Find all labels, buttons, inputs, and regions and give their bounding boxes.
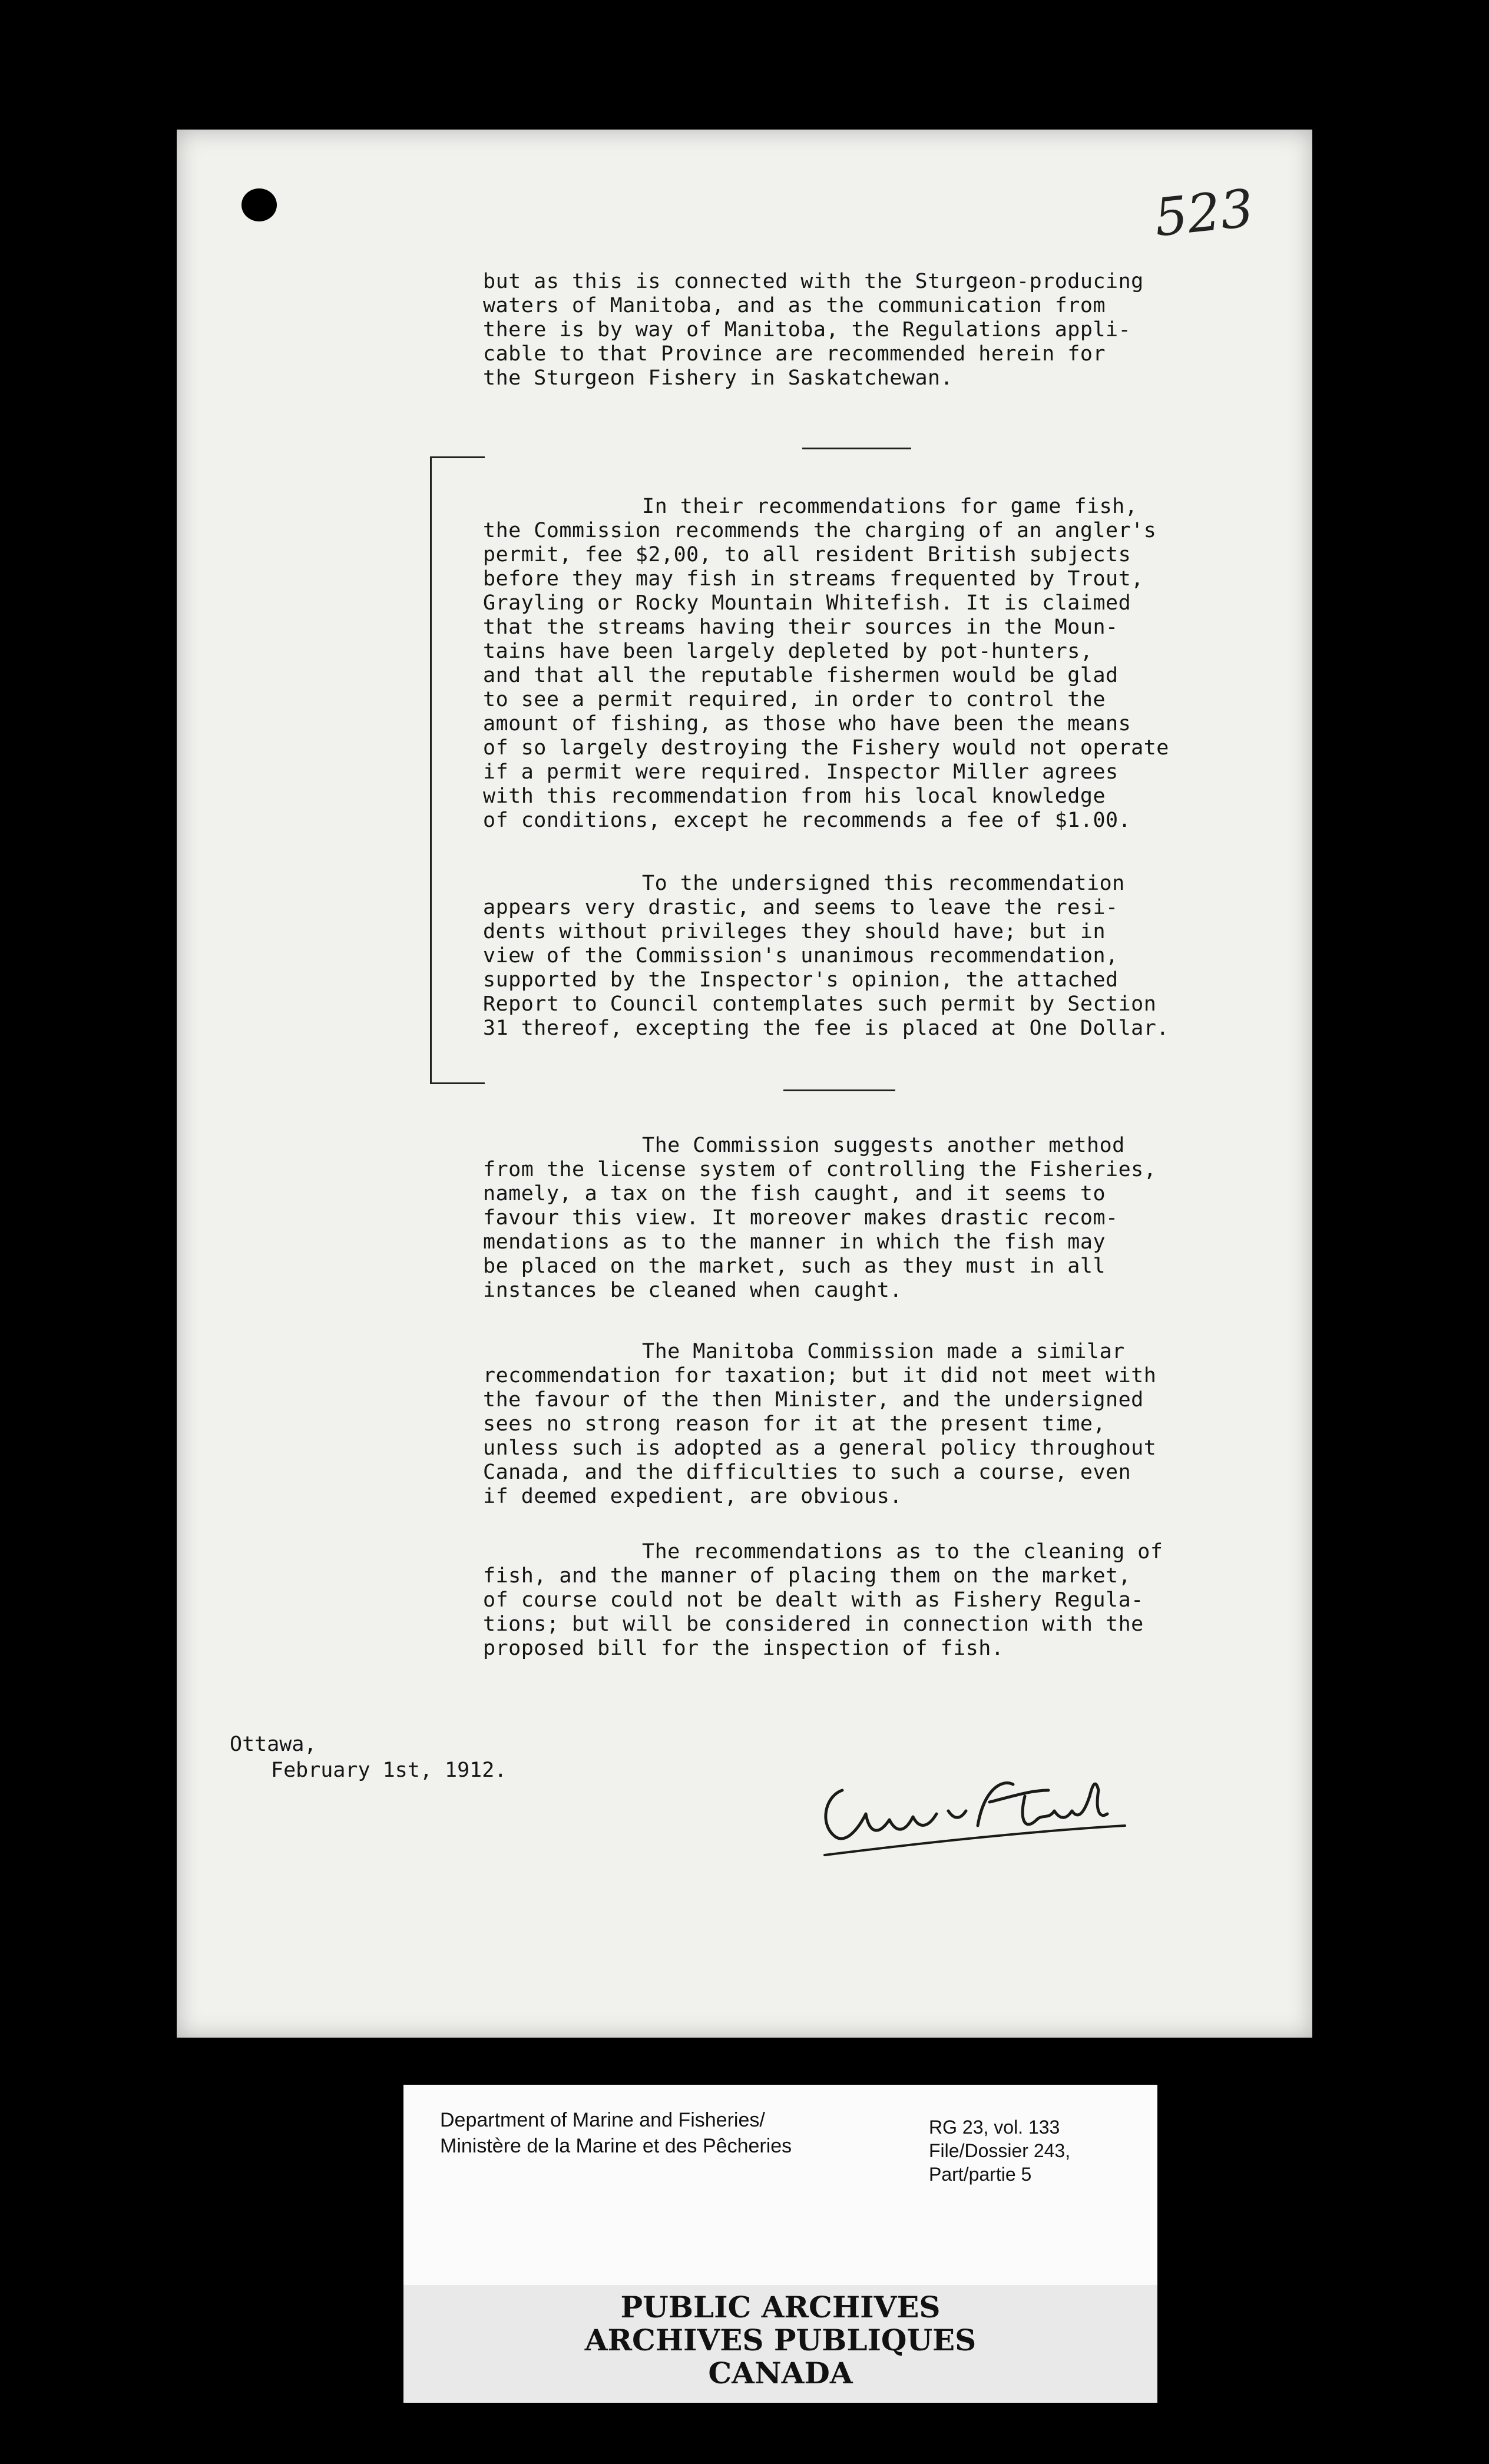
tax-paragraph: The Commission suggests another method from the license system of controlling the Fisheries, namely, a tax on the fish caught, and it seems to favour this view. It moreover makes drastic recom- mendations as to the manner in which the fish may be placed on the market, such as they must in all instances be cleaned when caught. [483, 1134, 1157, 1302]
section-divider [802, 448, 911, 449]
punch-hole [241, 188, 277, 221]
cleaning-paragraph: The recommendations as to the cleaning of fish, and the manner of placing them on the market, of course could not be dealt with as Fishery Regula- tions; but will be considered in connection with the proposed bill for the inspection of fish. [483, 1540, 1163, 1660]
date: February 1st, 1912. [271, 1758, 507, 1782]
archive-reference-label [403, 2085, 1157, 2285]
game-fish-paragraph: In their recommendations for game fish, the Commission recommends the charging of an angler's permit, fee $2,00, to all resident British subjects before they may fish in streams frequented by Trout, Grayling or Rocky Mountain Whitefish. It is claimed that the streams having their sources in the Moun- tains have been largely depleted by pot-hunters, and that all the reputable fishermen would be glad to see a permit required, in order to control the amount of fishing, as those who have been the means of so largely destroying the Fishery would not operate if a permit were required. Inspector Miller agrees with this recommendation from his local knowledge of conditions, except he recommends a fee of $1.00. [483, 495, 1169, 832]
intro-paragraph: but as this is connected with the Sturgeon-producing waters of Manitoba, and as the communication from there is by way of Manitoba, the Regulations appli- cable to that Province are recommended herein for the Sturgeon Fishery in Saskatchewan. [483, 270, 1144, 390]
document-page [177, 130, 1312, 2038]
signature [801, 1755, 1131, 1867]
place-and-date [230, 1731, 507, 1783]
archives-stamp: PUBLIC ARCHIVES ARCHIVES PUBLIQUES CANADA [403, 2285, 1157, 2403]
margin-bracket [430, 456, 485, 1084]
record-reference: RG 23, vol. 133 File/Dossier 243, Part/partie 5 [929, 2117, 1071, 2185]
manitoba-paragraph: The Manitoba Commission made a similar recommendation for taxation; but it did not meet with the favour of the then Minister, and the undersigned sees no strong reason for it at the present time, unless such is adopted as a general policy throughout Canada, and the difficulties to such a course, even if deemed expedient, are obvious. [483, 1340, 1157, 1508]
undersigned-paragraph: To the undersigned this recommendation appears very drastic, and seems to leave the resi- dents without privileges they should have; but in view of the Commission's unanimous recommendation, supported by the Inspector's opinion, the attached Report to Council contemplates such permit by Section 31 thereof, excepting the fee is placed at One Dollar. [483, 872, 1169, 1040]
department-name: Department of Marine and Fisheries/ Ministère de la Marine et des Pêcheries [440, 2109, 792, 2157]
place: Ottawa, [230, 1733, 317, 1756]
page-number: 523 [1152, 177, 1256, 249]
section-divider [783, 1089, 895, 1091]
